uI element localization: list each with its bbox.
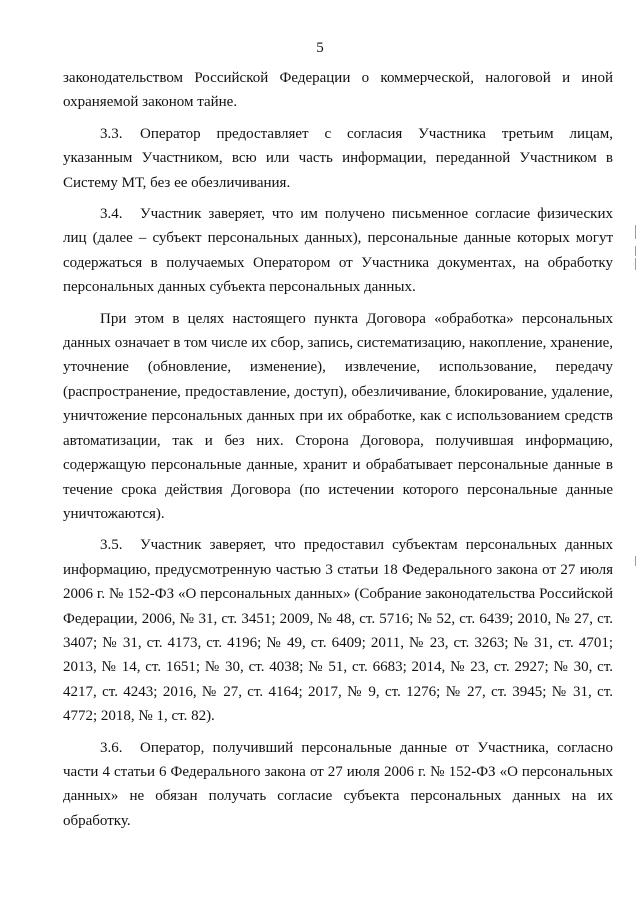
paragraph-3-3 <box>63 122 613 195</box>
paragraph-text: При этом в целях настоящего пункта Договора «обработка» персональных данных означает в том числе их сбор, запись, систематизацию, накопление, хранение, уточнение (обновление, изменение), извлечение, использование, передачу (распространение, предоставление, доступ), обезличивание, блокирование, удаление, уничтожение персональных данных при их обработке, как с использованием средств автоматизации, так и без них. Сторона Договора, получившая информацию, содержащую персональные данные, хранит и обрабатывает персональные данные в течение срока действия Договора (по истечении которого персональные данные уничтожаются). <box>63 310 613 522</box>
clause-number: 3.6. <box>100 739 123 756</box>
paragraph-continuation <box>63 66 613 115</box>
clause-number: 3.5. <box>100 537 123 554</box>
paragraph-processing-definition <box>63 307 613 527</box>
scan-margin-mark <box>635 246 636 256</box>
scan-margin-mark <box>635 556 636 566</box>
scan-margin-mark <box>635 225 636 239</box>
paragraph-text: Участник заверяет, что предоставил субъектам персональных данных информацию, предусмотренную частью 3 статьи 18 Федерального закона от 27 июля 2006 г. № 152-ФЗ «О персональных данных» (Собрание законодательства Российской Федерации, 2006, № 31, ст. 3451; 2009, № 48, ст. 5716; № 52, ст. 6439; 2010, № 27, ст. 3407; № 31, ст. 4173, ст. 4196; № 49, ст. 6409; 2011, № 23, ст. 3263; № 31, ст. 4701; 2013, № 14, ст. 1651; № 30, ст. 4038; № 51, ст. 6683; 2014, № 23, ст. 2927; № 30, ст. 4217, ст. 4243; 2016, № 27, ст. 4164; 2017, № 9, ст. 1276; № 27, ст. 3945; № 31, ст. 4772; 2018, № 1, ст. 82). <box>63 537 613 725</box>
document-body <box>63 66 613 840</box>
paragraph-3-5 <box>63 533 613 728</box>
page-number: 5 <box>316 40 324 56</box>
paragraph-text: Оператор предоставляет с согласия Участника третьим лицам, указанным Участником, всю или часть информации, переданной Участником в Систему МТ, без ее обезличивания. <box>63 125 613 191</box>
scan-margin-mark <box>635 258 636 270</box>
paragraph-3-6 <box>63 736 613 834</box>
paragraph-text: Участник заверяет, что им получено письменное согласие физических лиц (далее – субъект персональных данных), персональные данные которых могут содержаться в получаемых Оператором от Участника документах, на обработку персональных данных субъекта персональных данных. <box>63 206 613 296</box>
paragraph-text: Оператор, получивший персональные данные от Участника, согласно части 4 статьи 6 Федерального закона от 27 июля 2006 г. № 152-ФЗ «О персональных данных» не обязан получать согласие субъекта персональных данных на их обработку. <box>63 739 613 829</box>
paragraph-text: законодательством Российской Федерации о коммерческой, налоговой и иной охраняемой законом тайне. <box>63 70 613 111</box>
clause-number: 3.3. <box>100 125 123 142</box>
clause-number: 3.4. <box>100 206 123 223</box>
paragraph-3-4 <box>63 202 613 300</box>
